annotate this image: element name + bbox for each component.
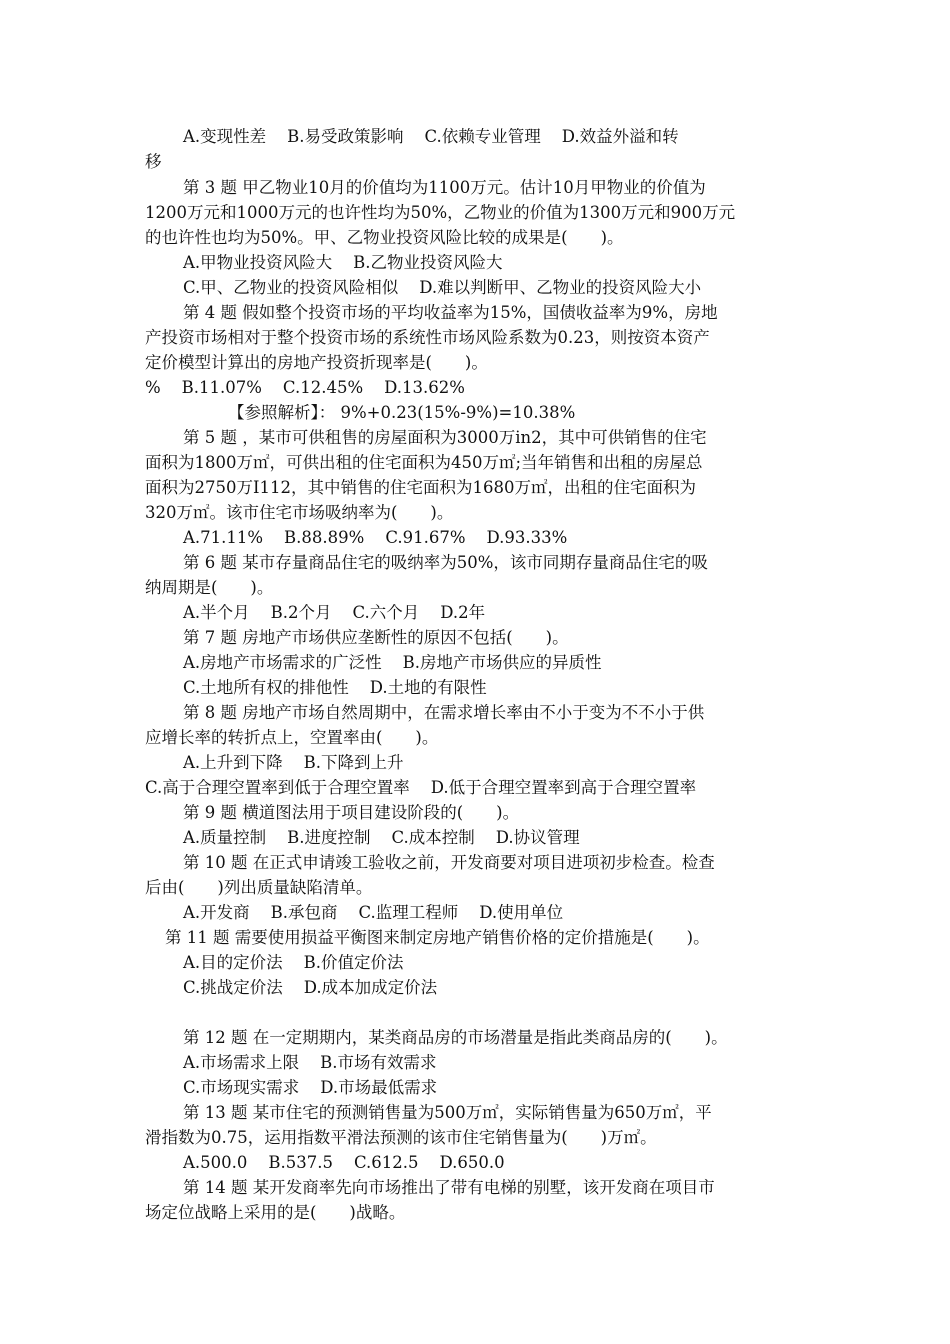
q12-options-ab: A.市场需求上限 B.市场有效需求 bbox=[183, 1053, 437, 1072]
q3-stem-line-3: 的也许性也均为50%。甲、乙物业投资风险比较的成果是( )。 bbox=[145, 228, 624, 247]
q4-stem-line-2: 产投资市场相对于整个投资市场的系统性市场风险系数为0.23，则按资本资产 bbox=[145, 328, 710, 347]
q13-stem-line-2: 滑指数为0.75，运用指数平滑法预测的该市住宅销售量为( )万㎡。 bbox=[145, 1128, 657, 1147]
q4-stem-line-1: 第 4 题 假如整个投资市场的平均收益率为15%，国债收益率为9%，房地 bbox=[183, 303, 718, 322]
q8-stem-line-2: 应增长率的转折点上，空置率由( )。 bbox=[145, 728, 439, 747]
q7-options-cd: C.土地所有权的排他性 D.土地的有限性 bbox=[183, 678, 487, 697]
q5-stem-line-4: 320万㎡。该市住宅市场吸纳率为( )。 bbox=[145, 503, 454, 522]
q3-options-cd: C.甲、乙物业的投资风险相似 D.难以判断甲、乙物业的投资风险大小 bbox=[183, 278, 702, 297]
q5-options: A.71.11% B.88.89% C.91.67% D.93.33% bbox=[183, 528, 568, 547]
q12-options-cd: C.市场现实需求 D.市场最低需求 bbox=[183, 1078, 438, 1097]
q3-stem-line-1: 第 3 题 甲乙物业10月的价值均为1100万元。估计10月甲物业的价值为 bbox=[183, 178, 706, 197]
q13-stem-line-1: 第 13 题 某市住宅的预测销售量为500万㎡，实际销售量为650万㎡，平 bbox=[183, 1103, 712, 1122]
q10-stem-line-1: 第 10 题 在正式申请竣工验收之前，开发商要对项目进项初步检查。检查 bbox=[183, 853, 715, 872]
q5-stem-line-3: 面积为2750万I112，其中销售的住宅面积为1680万㎡，出租的住宅面积为 bbox=[145, 478, 696, 497]
q12-stem: 第 12 题 在一定期期内，某类商品房的市场潜量是指此类商品房的( )。 bbox=[183, 1028, 728, 1047]
q14-stem-line-1: 第 14 题 某开发商率先向市场推出了带有电梯的别墅，该开发商在项目市 bbox=[183, 1178, 715, 1197]
q13-options: A.500.0 B.537.5 C.612.5 D.650.0 bbox=[183, 1153, 505, 1172]
q7-options-ab: A.房地产市场需求的广泛性 B.房地产市场供应的异质性 bbox=[183, 653, 602, 672]
q9-options: A.质量控制 B.进度控制 C.成本控制 D.协议管理 bbox=[183, 828, 580, 847]
q4-options: % B.11.07% C.12.45% D.13.62% bbox=[145, 378, 465, 397]
q5-stem-line-2: 面积为1800万㎡，可供出租的住宅面积为450万㎡;当年销售和出租的房屋总 bbox=[145, 453, 703, 472]
q3-stem-line-2: 1200万元和1000万元的也许性均为50%，乙物业的价值为1300万元和900万元 bbox=[145, 203, 736, 222]
q10-stem-line-2: 后由( )列出质量缺陷清单。 bbox=[145, 878, 373, 897]
q11-stem: 第 11 题 需要使用损益平衡图来制定房地产销售价格的定价措施是( )。 bbox=[165, 928, 710, 947]
q6-stem-line-1: 第 6 题 某市存量商品住宅的吸纳率为50%，该市同期存量商品住宅的吸 bbox=[183, 553, 708, 572]
q8-options-ab: A.上升到下降 B.下降到上升 bbox=[183, 753, 404, 772]
q9-stem: 第 9 题 横道图法用于项目建设阶段的( )。 bbox=[183, 803, 520, 822]
q10-options: A.开发商 B.承包商 C.监理工程师 D.使用单位 bbox=[183, 903, 564, 922]
q4-reference-answer: 【参照解析】： 9%+0.23(15%-9%)=10.38% bbox=[228, 403, 576, 422]
q4-stem-line-3: 定价模型计算出的房地产投资折现率是( )。 bbox=[145, 353, 488, 372]
q14-stem-line-2: 场定位战略上采用的是( )战略。 bbox=[145, 1203, 406, 1222]
q8-stem-line-1: 第 8 题 房地产市场自然周期中，在需求增长率由不小于变为不不小于供 bbox=[183, 703, 705, 722]
q2-options-line: A.变现性差 B.易受政策影响 C.依赖专业管理 D.效益外溢和转 bbox=[183, 127, 679, 146]
q8-options-cd: C.高于合理空置率到低于合理空置率 D.低于合理空置率到高于合理空置率 bbox=[145, 778, 697, 797]
q11-options-cd: C.挑战定价法 D.成本加成定价法 bbox=[183, 978, 438, 997]
q5-stem-line-1: 第 5 题 ，某市可供租售的房屋面积为3000万in2，其中可供销售的住宅 bbox=[183, 428, 707, 447]
q11-options-ab: A.目的定价法 B.价值定价法 bbox=[183, 953, 404, 972]
q7-stem: 第 7 题 房地产市场供应垄断性的原因不包括( )。 bbox=[183, 628, 569, 647]
q6-stem-line-2: 纳周期是( )。 bbox=[145, 578, 274, 597]
q3-options-ab: A.甲物业投资风险大 B.乙物业投资风险大 bbox=[183, 253, 503, 272]
q2-options-wrap: 移 bbox=[145, 152, 162, 171]
q6-options: A.半个月 B.2个月 C.六个月 D.2年 bbox=[183, 603, 486, 622]
